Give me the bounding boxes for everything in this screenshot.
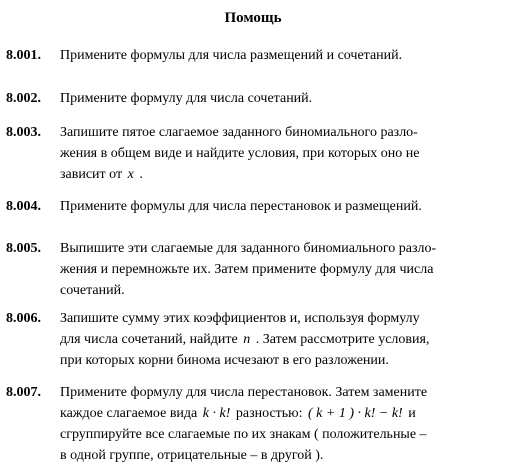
- hint-text-segment: .: [135, 167, 143, 182]
- hint-line: [60, 280, 492, 301]
- hint-text: [60, 122, 492, 185]
- hint-text-segment: жения и перемножьте их. Затем примените формулу для числа: [60, 262, 434, 277]
- hint-text-segment: разностью:: [232, 406, 307, 421]
- hint-number: 8.006.: [6, 311, 41, 326]
- hint-line: [60, 424, 492, 445]
- hint-text-segment: жения в общем виде и найдите условия, при которых оно не: [60, 146, 420, 161]
- hint-text-segment: Запишите пятое слагаемое заданного биномиального разло-: [60, 125, 418, 140]
- hint-text: [60, 238, 492, 301]
- hint-line: [60, 259, 492, 280]
- hint-line: [60, 329, 492, 350]
- hint-line: [60, 350, 492, 371]
- hint-text-segment: Примените формулу для числа перестановок. Затем замените: [60, 385, 428, 400]
- hint-line: [60, 45, 492, 66]
- hint-line: [60, 403, 492, 424]
- hint-line: [60, 196, 492, 217]
- hint-line: [60, 308, 492, 329]
- hint-text: [60, 308, 492, 371]
- math-expression: ( k + 1 ) · k! − k!: [308, 406, 403, 421]
- hint-text-segment: Примените формулы для числа перестановок и размещений.: [60, 199, 422, 214]
- hint-text-segment: Примените формулу для числа сочетаний.: [60, 91, 313, 106]
- hint-line: [60, 143, 492, 164]
- hint-number: 8.001.: [6, 48, 41, 63]
- hint-number: 8.004.: [6, 199, 41, 214]
- hint-number: 8.007.: [6, 385, 41, 400]
- hint-text-segment: сгруппируйте все слагаемые по их знакам ( положительные –: [60, 427, 427, 442]
- hint-line: [60, 88, 492, 109]
- hint-line: [60, 164, 492, 185]
- hint-text-segment: Выпишите эти слагаемые для заданного биномиального разло-: [60, 241, 437, 256]
- hint-text: [60, 196, 492, 217]
- hint-line: [60, 445, 492, 466]
- hint-text: [60, 382, 492, 466]
- hint-text: [60, 88, 492, 109]
- hint-text-segment: . Затем рассмотрите условия,: [252, 332, 430, 347]
- hint-text-segment: Запишите сумму этих коэффициентов и, используя формулу: [60, 311, 420, 326]
- hint-line: [60, 122, 492, 143]
- hint-number: 8.005.: [6, 241, 41, 256]
- hint-text-segment: для числа сочетаний, найдите: [60, 332, 242, 347]
- page-title: Помощь: [224, 10, 282, 26]
- hint-text-segment: зависит от: [60, 167, 126, 182]
- hint-text-segment: в одной группе, отрицательные – в другой ).: [60, 448, 324, 463]
- hint-line: [60, 382, 492, 403]
- hint-text: [60, 45, 492, 66]
- math-expression: x: [127, 167, 134, 182]
- math-expression: k · k!: [202, 406, 231, 421]
- hint-line: [60, 238, 492, 259]
- hint-text-segment: Примените формулы для числа размещений и сочетаний.: [60, 48, 403, 63]
- hint-text-segment: при которых корни бинома исчезают в его разложении.: [60, 353, 389, 368]
- hint-text-segment: каждое слагаемое вида: [60, 406, 201, 421]
- math-expression: n: [243, 332, 251, 347]
- hint-number: 8.002.: [6, 91, 41, 106]
- hint-number: 8.003.: [6, 125, 41, 140]
- hint-text-segment: и: [404, 406, 416, 421]
- hint-text-segment: сочетаний.: [60, 283, 125, 298]
